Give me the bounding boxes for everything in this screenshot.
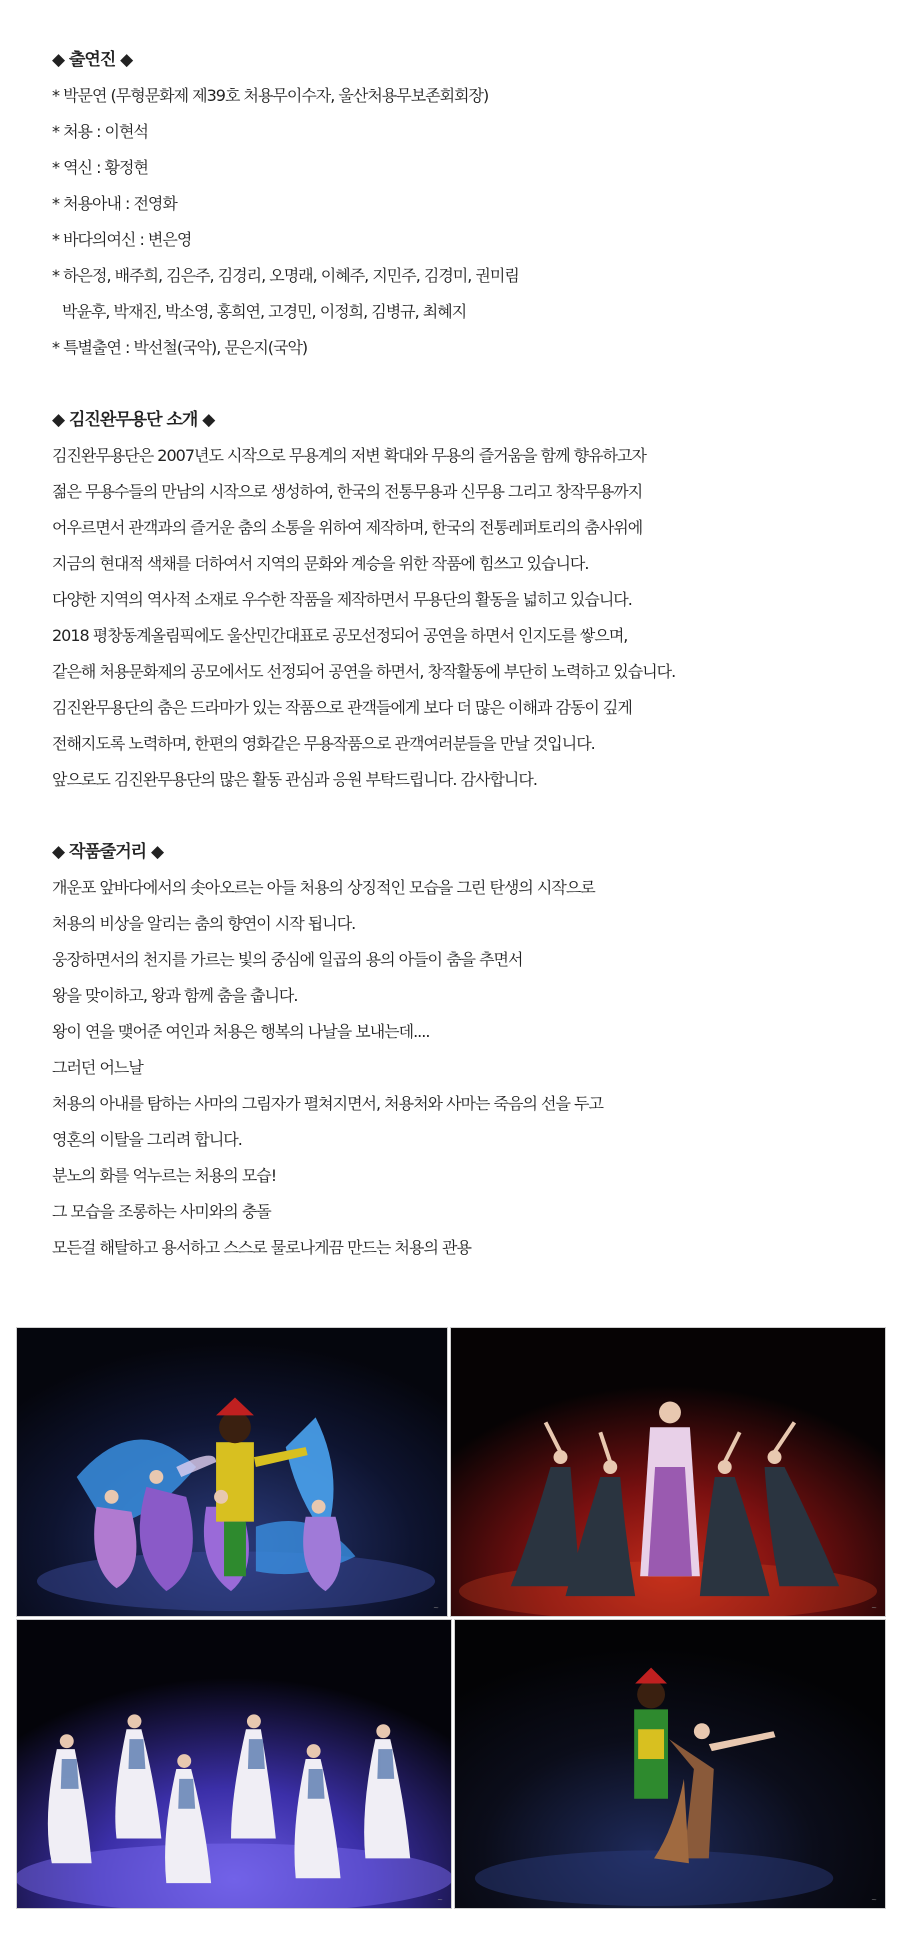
photo-red-stage-circle: [450, 1327, 886, 1617]
about-line: 앞으로도 김진완무용단의 많은 활동 관심과 응원 부탁드립니다. 감사합니다.: [52, 770, 537, 789]
photo-blue-silk-dance: [16, 1327, 448, 1617]
synopsis-line: 왕을 맞이하고, 왕과 함께 춤을 춥니다.: [52, 986, 298, 1005]
about-section: [52, 402, 872, 798]
synopsis-line: 그러던 어느날: [52, 1058, 143, 1077]
synopsis-line: 영혼의 이탈을 그리려 합니다.: [52, 1130, 242, 1149]
about-line: 어우르면서 관객과의 즐거운 춤의 소통을 위하여 제작하며, 한국의 전통레퍼토리의 춤사위에: [52, 518, 643, 537]
synopsis-line: 웅장하면서의 천지를 가르는 빛의 중심에 일곱의 용의 아들이 춤을 추면서: [52, 950, 523, 969]
synopsis-heading: ◆ 작품줄거리 ◆: [52, 842, 164, 862]
cast-section: [52, 42, 872, 366]
about-line: 2018 평창동계올림픽에도 울산민간대표로 공모선정되어 공연을 하면서 인지도를 쌓으며,: [52, 626, 628, 645]
about-line: 지금의 현대적 색채를 더하여서 지역의 문화와 계승을 위한 작품에 힘쓰고 있습니다.: [52, 554, 589, 573]
cast-line: 박윤후, 박재진, 박소영, 홍희연, 고경민, 이정희, 김병규, 최혜지: [62, 302, 467, 321]
section-gap: [52, 798, 872, 834]
synopsis-section: [52, 834, 872, 1266]
cast-line: * 처용아내 : 전영화: [52, 194, 177, 213]
synopsis-line: 처용의 비상을 알리는 춤의 향연이 시작 됩니다.: [52, 914, 356, 933]
about-line: 다양한 지역의 역사적 소재로 우수한 작품을 제작하면서 무용단의 활동을 넓히고 있습니다.: [52, 590, 632, 609]
cast-line: * 특별출연 : 박선철(국악), 문은지(국악): [52, 338, 308, 357]
watermark-icon: ~: [433, 1604, 439, 1612]
about-line: 젊은 무용수들의 만남의 시작으로 생성하여, 한국의 전통무용과 신무용 그리고 창작무용까지: [52, 482, 643, 501]
cast-line: * 바다의여신 : 변은영: [52, 230, 192, 249]
watermark-icon: ~: [871, 1896, 877, 1904]
cast-line: * 역신 : 황정현: [52, 158, 148, 177]
watermark-icon: ~: [437, 1896, 443, 1904]
synopsis-line: 분노의 화를 억누르는 처용의 모습!: [52, 1166, 277, 1185]
text-content: [52, 42, 872, 1266]
synopsis-line: 그 모습을 조롱하는 사미와의 충돌: [52, 1202, 271, 1221]
watermark-icon: ~: [871, 1604, 877, 1612]
synopsis-line: 처용의 아내를 탐하는 사마의 그림자가 펼쳐지면서, 처용처와 사마는 죽음의 선을 두고: [52, 1094, 603, 1113]
cast-line: * 박문연 (무형문화제 제39호 처용무이수자, 울산처용무보존회회장): [52, 86, 489, 105]
about-heading: ◆ 김진완무용단 소개 ◆: [52, 410, 215, 430]
about-line: 전해지도록 노력하며, 한편의 영화같은 무용작품으로 관객여러분들을 만날 것입니다.: [52, 734, 595, 753]
cast-heading: ◆ 출연진 ◆: [52, 50, 133, 70]
photo-white-dress-line: [16, 1619, 452, 1909]
photo-cheoyong-mask-duet: [454, 1619, 886, 1909]
synopsis-line: 개운포 앞바다에서의 솟아오르는 아들 처용의 상징적인 모습을 그린 탄생의 시작으로: [52, 878, 595, 897]
about-line: 김진완무용단은 2007년도 시작으로 무용계의 저변 확대와 무용의 즐거움을 함께 향유하고자: [52, 446, 646, 465]
about-line: 같은해 처용문화제의 공모에서도 선정되어 공연을 하면서, 창작활동에 부단히 노력하고 있습니다.: [52, 662, 676, 681]
about-line: 김진완무용단의 춤은 드라마가 있는 작품으로 관객들에게 보다 더 많은 이해과 감동이 깊게: [52, 698, 632, 717]
cast-line: * 하은정, 배주희, 김은주, 김경리, 오명래, 이혜주, 지민주, 김경미, 권미림: [52, 266, 519, 285]
synopsis-line: 왕이 연을 맺어준 여인과 처용은 행복의 나날을 보내는데....: [52, 1022, 430, 1041]
cast-line: * 처용 : 이현석: [52, 122, 148, 141]
synopsis-line: 모든걸 해탈하고 용서하고 스스로 물로나게끔 만드는 처용의 관용: [52, 1238, 471, 1257]
section-gap: [52, 366, 872, 402]
